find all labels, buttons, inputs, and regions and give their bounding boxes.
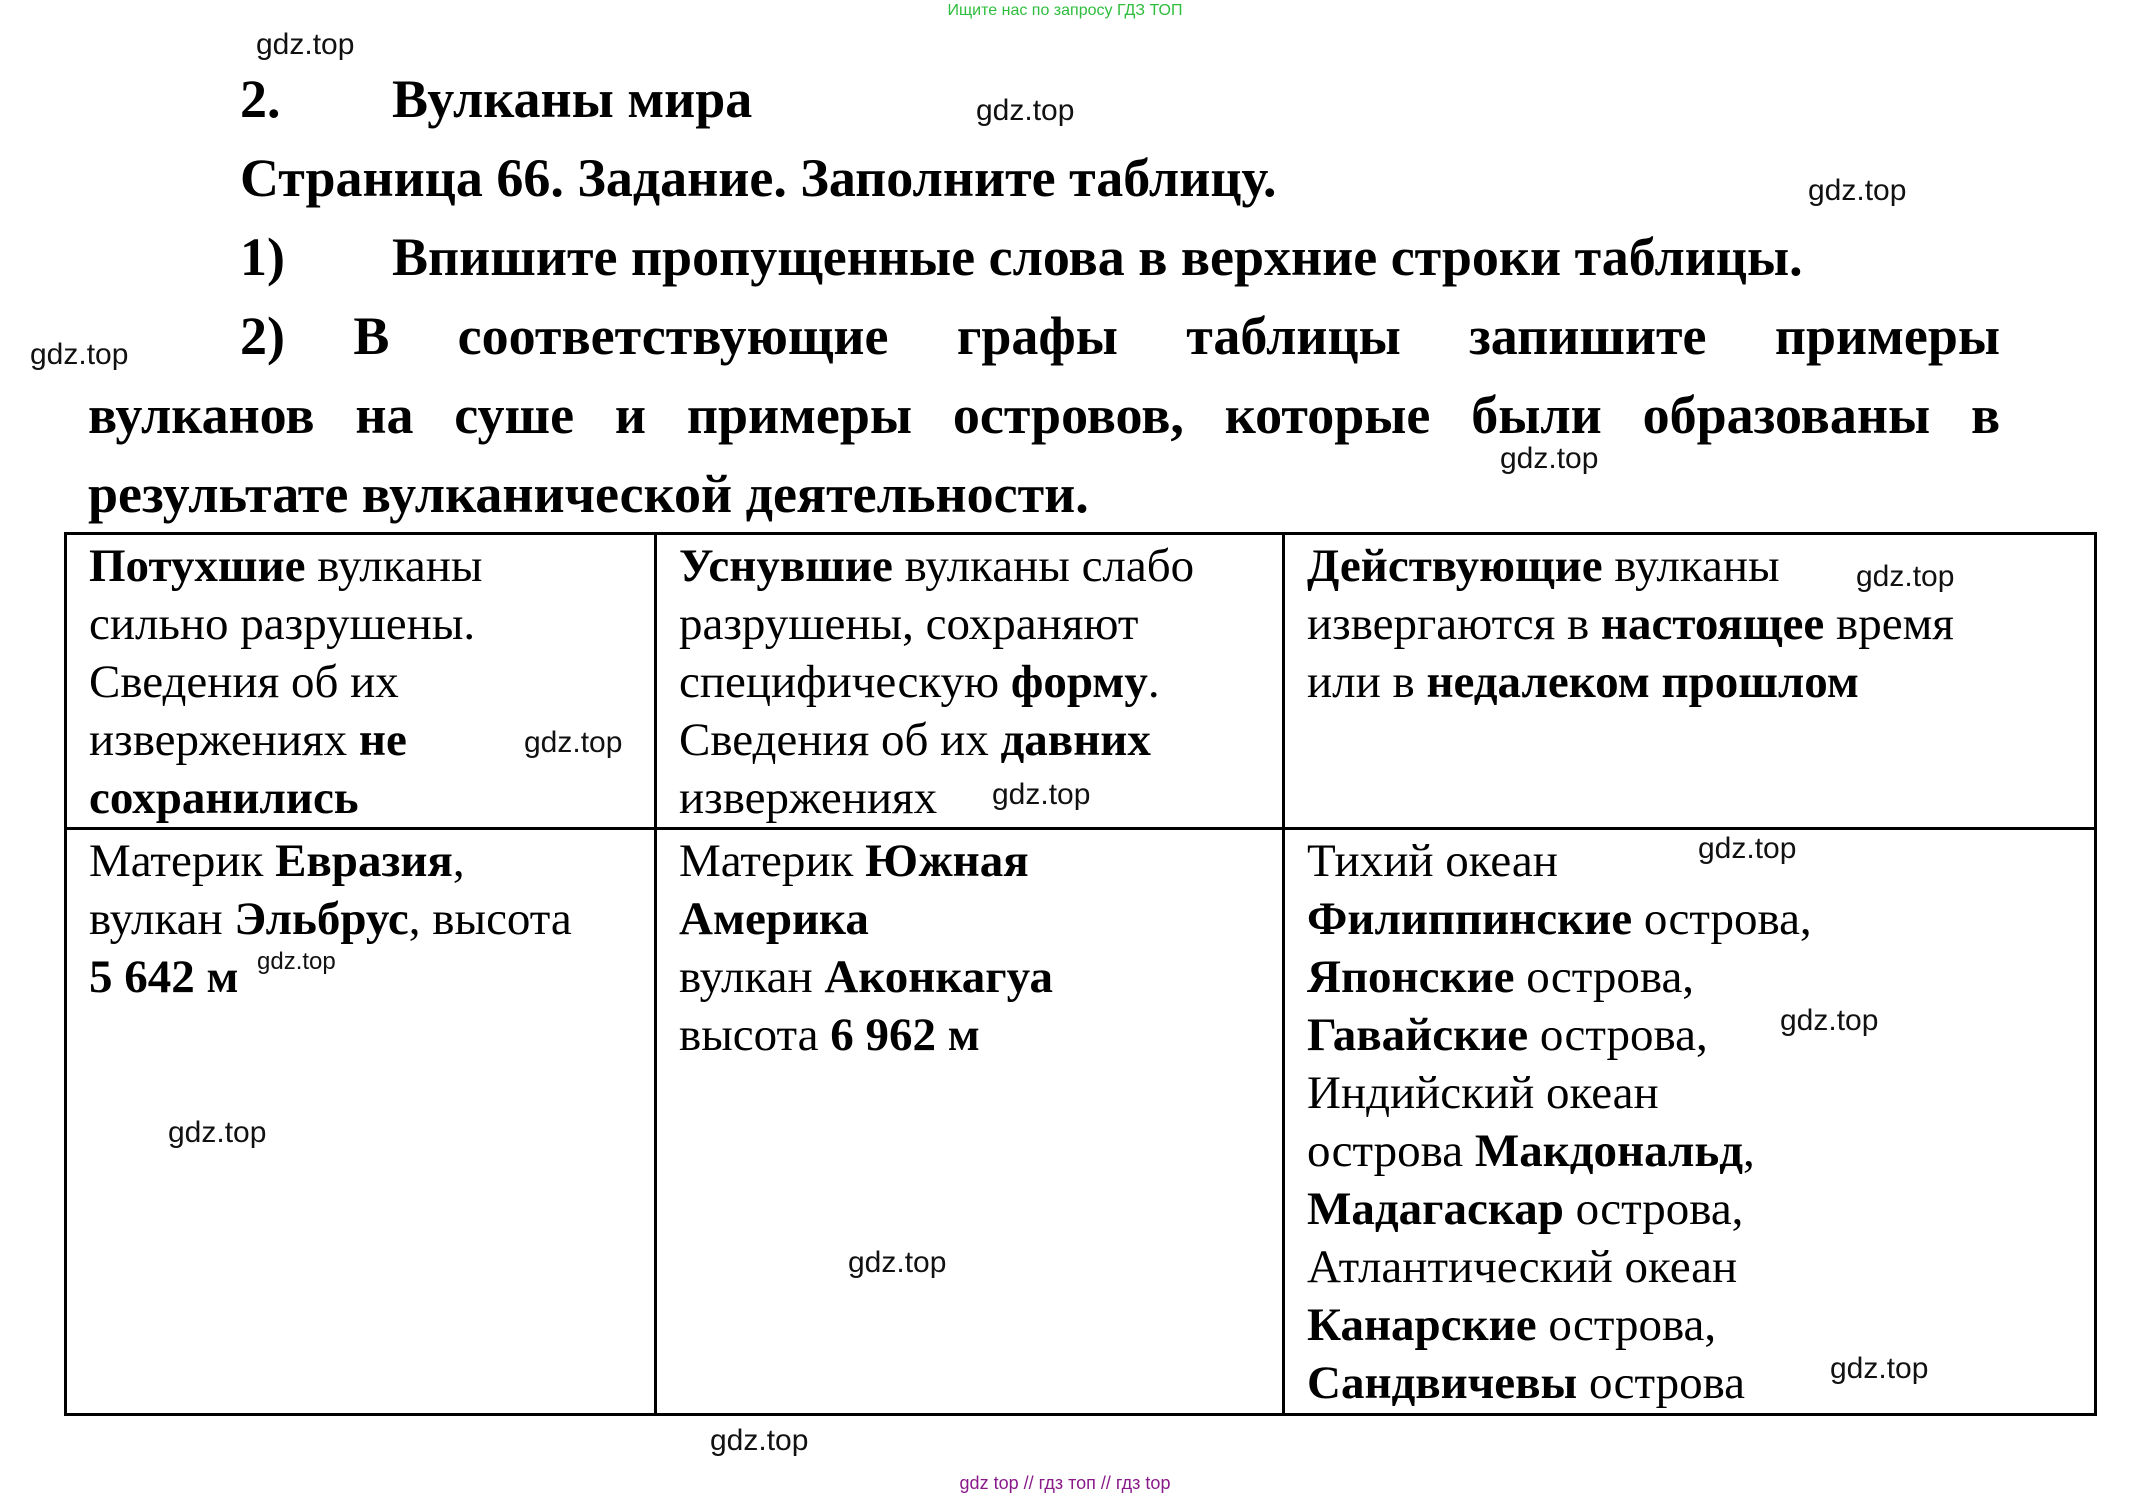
- text: специфическую: [679, 656, 1011, 708]
- volcano-name: Эльбрус: [234, 893, 409, 945]
- cell-line: [679, 537, 1260, 595]
- islands-name: Японские: [1307, 951, 1515, 1003]
- instruction-1-text: Впишите пропущенные слова в верхние строки таблицы.: [392, 227, 1803, 287]
- cell-line: [679, 948, 1260, 1006]
- text: Сведения об их: [679, 714, 1001, 766]
- section-heading: [240, 60, 752, 138]
- text: острова,: [1514, 951, 1695, 1003]
- text: вулканы слабо: [892, 540, 1195, 592]
- text: ,: [452, 835, 465, 887]
- word: в: [1970, 385, 2001, 445]
- term-active: Действующие: [1307, 540, 1603, 592]
- cell-line: [1307, 948, 2072, 1006]
- instruction-2-number: 2): [240, 306, 285, 366]
- watermark: gdz.top: [1808, 174, 1907, 207]
- cell-dormant-example: [656, 829, 1284, 1415]
- cell-line: сильно разрушены.: [89, 598, 476, 650]
- text: вулкан: [89, 893, 235, 945]
- cell-extinct-description: [66, 534, 656, 829]
- watermark: gdz.top: [710, 1424, 809, 1457]
- watermark: gdz.top: [1856, 560, 1955, 593]
- volcano-height: 6 962 м: [830, 1009, 980, 1061]
- text: время: [1824, 598, 1954, 650]
- word: запишите: [1469, 306, 1707, 366]
- text: острова,: [1632, 893, 1812, 945]
- volcano-height: 5 642 м: [89, 951, 239, 1003]
- cell-line: [1307, 595, 2072, 653]
- cell-extinct-example: [66, 829, 656, 1415]
- text: .: [1147, 656, 1160, 708]
- volcano-table: [64, 532, 2097, 1416]
- text: Материк: [679, 835, 866, 887]
- cell-line: [679, 890, 1260, 948]
- watermark: gdz.top: [1500, 442, 1599, 475]
- table-row: [66, 829, 2096, 1415]
- islands-name: Гавайские: [1307, 1009, 1529, 1061]
- continent: Южная: [865, 835, 1029, 887]
- filled-word: форму: [1010, 656, 1148, 708]
- cell-line: [679, 1006, 1260, 1064]
- text: вулканы: [1602, 540, 1780, 592]
- text: острова: [1577, 1357, 1746, 1409]
- instruction-2-line-3: результате вулканической деятельности.: [88, 464, 1089, 524]
- watermark: gdz.top: [1780, 1004, 1879, 1037]
- bottom-banner: gdz top // гдз топ // гдз top: [959, 1473, 1171, 1493]
- filled-word: настоящее: [1600, 598, 1825, 650]
- continent: Америка: [679, 893, 869, 945]
- instruction-1: [240, 218, 1803, 296]
- watermark: gdz.top: [976, 94, 1075, 127]
- continent: Евразия: [275, 835, 453, 887]
- watermark: gdz.top: [256, 28, 355, 61]
- word: соответствующие: [457, 306, 889, 366]
- cell-line: [679, 832, 1260, 890]
- islands-name: Макдональд: [1474, 1125, 1744, 1177]
- watermark: gdz.top: [848, 1246, 947, 1279]
- cell-line: [89, 537, 632, 595]
- word: таблицы: [1186, 306, 1401, 366]
- cell-line: [89, 832, 632, 890]
- islands-name: Филиппинские: [1307, 893, 1633, 945]
- term-dormant: Уснувшие: [679, 540, 893, 592]
- word: были: [1471, 385, 1602, 445]
- islands-name: Сандвичевы: [1307, 1357, 1578, 1409]
- cell-line: Индийский океан: [1307, 1067, 1659, 1119]
- word: островов,: [952, 385, 1184, 445]
- word: примеры: [686, 385, 913, 445]
- cell-line: [89, 769, 632, 827]
- cell-dormant-description: [656, 534, 1284, 829]
- text: извергаются в: [1307, 598, 1601, 650]
- cell-line: [679, 653, 1260, 711]
- watermark: gdz.top: [30, 338, 129, 371]
- word: примеры: [1774, 306, 2001, 366]
- cell-line: [89, 948, 632, 1006]
- watermark: gdz.top: [257, 948, 336, 975]
- cell-line: [1307, 1296, 2072, 1354]
- cell-line: Атлантический океан: [1307, 1241, 1738, 1293]
- section-title: Вулканы мира: [392, 69, 753, 129]
- watermark: gdz.top: [1698, 832, 1797, 865]
- cell-active-description: [1284, 534, 2096, 829]
- islands-name: Мадагаскар: [1307, 1183, 1564, 1235]
- word: графы: [956, 306, 1118, 366]
- text: острова,: [1563, 1183, 1744, 1235]
- watermark: gdz.top: [168, 1116, 267, 1149]
- instruction-1-number: 1): [240, 227, 285, 287]
- word: образованы: [1642, 385, 1931, 445]
- term-extinct: Потухшие: [89, 540, 306, 592]
- cell-line: извержениях: [679, 772, 938, 824]
- text: вулкан: [679, 951, 825, 1003]
- word: и: [614, 385, 647, 445]
- text: , высота: [408, 893, 572, 945]
- instruction-2-line-2: [88, 376, 2000, 454]
- top-banner: Ищите нас по запросу ГДЗ ТОП: [947, 2, 1183, 19]
- text: острова,: [1536, 1299, 1717, 1351]
- word: суше: [454, 385, 575, 445]
- cell-line: [1307, 653, 2072, 711]
- volcano-name: Аконкагуа: [824, 951, 1053, 1003]
- text: вулканы: [305, 540, 483, 592]
- word: на: [355, 385, 414, 445]
- word: вулканов: [88, 385, 315, 445]
- text: или в: [1307, 656, 1427, 708]
- filled-word: сохранились: [89, 772, 359, 824]
- cell-line: [1307, 1180, 2072, 1238]
- watermark: gdz.top: [1830, 1352, 1929, 1385]
- task-line: Страница 66. Задание. Заполните таблицу.: [240, 148, 1277, 208]
- filled-word: давних: [1000, 714, 1151, 766]
- cell-line: [89, 890, 632, 948]
- filled-word: недалеком прошлом: [1426, 656, 1859, 708]
- filled-word: не: [358, 714, 407, 766]
- instruction-2-line-1: [240, 297, 2000, 375]
- cell-active-example: [1284, 829, 2096, 1415]
- text: Материк: [89, 835, 276, 887]
- section-number: 2.: [240, 69, 281, 129]
- islands-name: Канарские: [1307, 1299, 1537, 1351]
- cell-line: Тихий океан: [1307, 835, 1558, 887]
- cell-line: [1307, 1006, 2072, 1064]
- text: извержениях: [89, 714, 359, 766]
- text: острова,: [1528, 1009, 1708, 1061]
- cell-line: Сведения об их: [89, 656, 399, 708]
- text: острова: [1307, 1125, 1475, 1177]
- cell-line: [1307, 537, 2072, 595]
- text: высота: [679, 1009, 831, 1061]
- cell-line: [1307, 1354, 2072, 1412]
- watermark: gdz.top: [524, 726, 623, 759]
- text: ,: [1743, 1125, 1755, 1177]
- cell-line: [679, 711, 1260, 769]
- cell-line: [1307, 1122, 2072, 1180]
- word: В: [353, 306, 390, 366]
- cell-line: разрушены, сохраняют: [679, 598, 1139, 650]
- watermark: gdz.top: [992, 778, 1091, 811]
- cell-line: [1307, 890, 2072, 948]
- word: которые: [1224, 385, 1431, 445]
